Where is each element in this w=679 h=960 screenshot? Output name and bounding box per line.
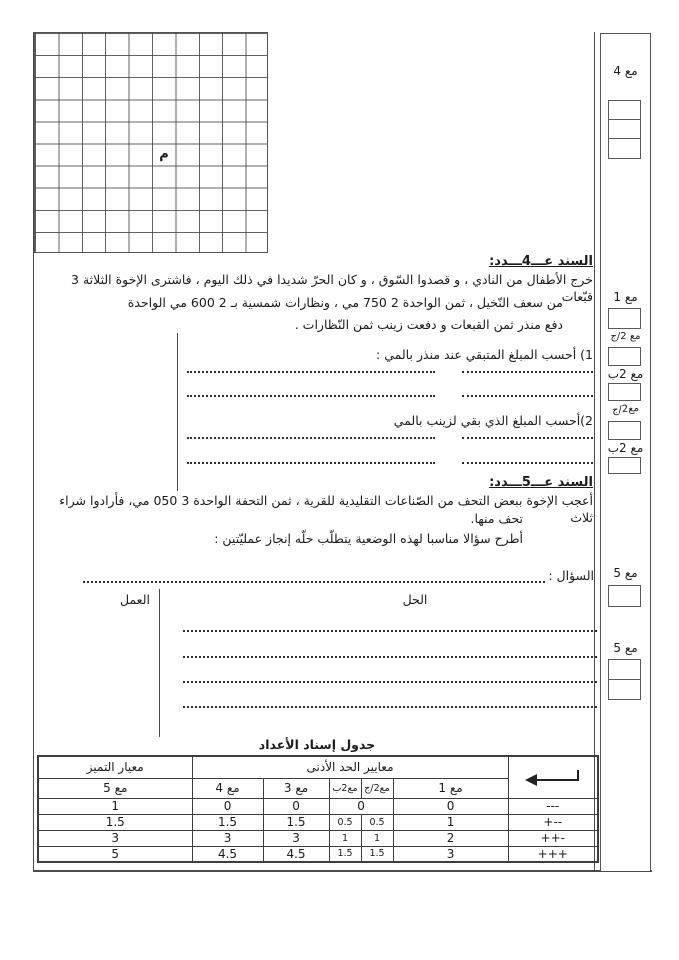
section4-heading: السند عـــ4ـــدد: (489, 254, 593, 269)
grade-value: 3 (192, 830, 263, 846)
score-label-ma2b: مع 2ب (607, 367, 644, 381)
grade-value: 4.5 (263, 846, 329, 862)
score-label-ma5-2: مع 5 (613, 641, 638, 655)
section5-heading: السند عـــ5ـــدد: (489, 475, 593, 490)
score-box (608, 100, 641, 120)
grade-value: 4.5 (192, 846, 263, 862)
grade-value: 0 (393, 798, 508, 814)
score-box (608, 659, 641, 680)
grade-value: 1.5 (263, 814, 329, 830)
col-header-ma4: مع 4 (192, 778, 263, 798)
solution-dotted-line (183, 656, 597, 658)
min-criteria-header: معايير الحد الأدنى (192, 756, 508, 778)
work-label: العمل (119, 592, 150, 607)
page-bottom-border (33, 870, 652, 872)
grade-level-symbol: +-- (508, 814, 598, 830)
answer-dotted-line (462, 371, 593, 373)
grade-value: 3 (263, 830, 329, 846)
grade-value: 2 (393, 830, 508, 846)
answer-dotted-line (462, 462, 593, 464)
section4-line1: خرج الأطفال من النادي ، و قصدوا السّوق ، و كان الحرّ شديدا في ذلك اليوم ، فاشترى الإخوة الثلاثة 3 قبّعات (71, 272, 593, 304)
grade-value: 1.5 (361, 846, 393, 862)
grade-value: 1.5 (192, 814, 263, 830)
grade-row (38, 798, 598, 814)
answer-dotted-line (187, 395, 435, 397)
grade-level-symbol: +++ (508, 846, 598, 862)
grade-value: 0 (329, 798, 393, 814)
table-corner-cell (508, 756, 598, 798)
grade-value: 1 (38, 798, 192, 814)
answer-dotted-line (462, 437, 593, 439)
excellence-criteria-header: معيار التميز (38, 756, 192, 778)
score-label-ma2j: مع 2/ج (610, 331, 641, 342)
grade-level-symbol: --- (508, 798, 598, 814)
score-label-ma1: مع 1 (613, 290, 638, 304)
score-box (608, 347, 641, 366)
score-box (608, 119, 641, 139)
grade-value: 3 (393, 846, 508, 862)
col-header-ma1: مع 1 (393, 778, 508, 798)
score-label-ma4: مع 4 (613, 64, 638, 78)
grade-value: 0 (192, 798, 263, 814)
score-box (608, 138, 641, 159)
question-dotted-line (83, 581, 545, 583)
grading-table (37, 755, 599, 863)
grade-value: 1 (393, 814, 508, 830)
solution-dotted-line (183, 681, 597, 683)
col-header-ma2j: مع2/ج (361, 778, 393, 798)
score-box (608, 679, 641, 700)
answer-dotted-line (187, 462, 435, 464)
grid-letter-m: م (159, 146, 169, 162)
grade-value: 0 (263, 798, 329, 814)
col-header-ma3: مع 3 (263, 778, 329, 798)
score-label-ma2b-2: مع 2ب (607, 441, 644, 455)
grade-value: 1.5 (38, 814, 192, 830)
question-label: السؤال : (548, 568, 594, 583)
col-header-ma2b: مع2ب (329, 778, 361, 798)
section5-line1: أعجب الإخوة ببعض التحف من الصّناعات التقليدية للقرية ، ثمن التحفة الواحدة 3 050 مي، فأرادوا شراء ثلاث (59, 493, 593, 525)
solution-dotted-line (183, 706, 597, 708)
section5-line2: تحف منها. (470, 511, 523, 526)
score-label-ma5: مع 5 (613, 566, 638, 580)
grade-row (38, 814, 598, 830)
answer-dotted-line (187, 437, 435, 439)
grade-row (38, 846, 598, 862)
grade-value: 1 (329, 830, 361, 846)
col-header-ma5: مع 5 (38, 778, 192, 798)
answer-dotted-line (462, 395, 593, 397)
section5-work-divider (159, 589, 160, 737)
squared-grid (34, 32, 268, 253)
grade-value: 0.5 (329, 814, 361, 830)
score-box (608, 421, 641, 440)
grade-row (38, 830, 598, 846)
question1-text: 1) أحسب المبلغ المتبقي عند منذر بالمي : (376, 347, 593, 362)
score-box (608, 383, 641, 401)
return-arrow-icon (522, 767, 584, 789)
score-box (608, 308, 641, 329)
question2-text: 2)أحسب المبلغ الذي بقي لزينب بالمي (393, 413, 593, 428)
grade-value: 0.5 (361, 814, 393, 830)
grading-table-body (38, 798, 598, 862)
answer-dotted-line (187, 371, 435, 373)
grading-table-title: جدول إسناد الأعداد (258, 737, 376, 752)
section4-line3: دفع منذر ثمن القبعات و دفعت زينب ثمن النّظارات . (294, 317, 563, 332)
solution-dotted-line (183, 630, 597, 632)
score-box (608, 457, 641, 474)
section4-line2: من سعف النّخيل ، ثمن الواحدة 2 750 مي ، ونظارات شمسية بـ 2 600 مي الواحدة (127, 295, 563, 310)
section5-line3: أطرح سؤالا مناسبا لهذه الوضعية يتطلّب حلّه إنجاز عمليّتين : (214, 531, 523, 546)
grade-value: 1.5 (329, 846, 361, 862)
grade-value: 3 (38, 830, 192, 846)
grade-level-symbol: ++- (508, 830, 598, 846)
solution-label: الحل (402, 592, 428, 607)
score-box (608, 585, 641, 607)
score-label-ma2j-2: مع2/ج (611, 402, 640, 417)
grade-value: 1 (361, 830, 393, 846)
grade-value: 5 (38, 846, 192, 862)
